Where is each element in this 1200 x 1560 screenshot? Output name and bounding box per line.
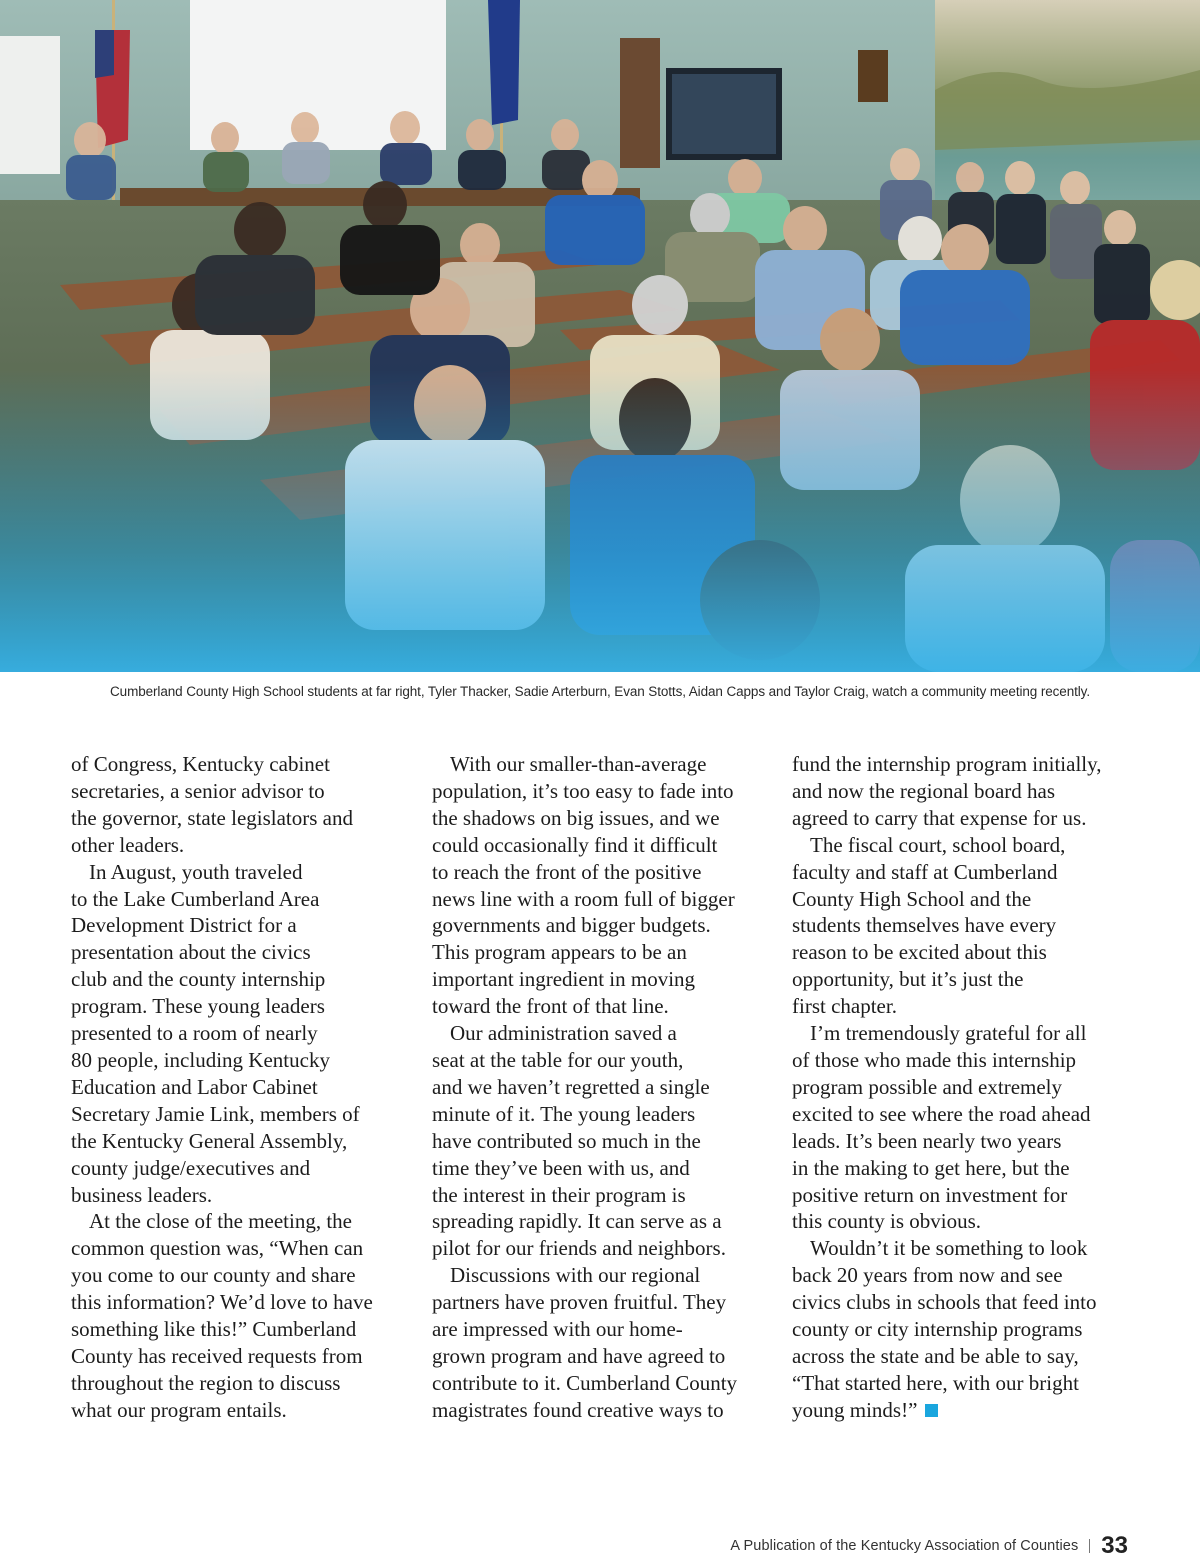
publication-name: A Publication of the Kentucky Association of Counties xyxy=(730,1538,1079,1554)
footer-divider xyxy=(1089,1539,1090,1553)
article-column-1 xyxy=(71,751,421,1424)
paragraph: Our administration saved a seat at the table for our youth, and we haven’t regretted a single minute of it. The young leaders have contributed so much in the time they’ve been with us, and the interest in their program is spreading rapidly. It can serve as a pilot for our friends and neighbors. xyxy=(432,1021,726,1261)
paragraph: At the close of the meeting, the common question was, “When can you come to our county and share this information? We’d love to have something like this!” Cumberland County has received requests from throughout the region to discuss what our program entails. xyxy=(71,1209,373,1422)
paragraph: of Congress, Kentucky cabinet secretaries, a senior advisor to the governor, state legislators and other leaders. xyxy=(71,752,353,857)
final-paragraph xyxy=(792,1235,1142,1423)
paragraph: Discussions with our regional partners have proven fruitful. They are impressed with our home- grown program and have agreed to contribute to it. Cumberland County magistrates found creative ways to xyxy=(432,1263,738,1422)
page-footer xyxy=(730,1532,1128,1560)
meeting-photo xyxy=(0,0,1200,672)
paragraph: fund the internship program initially, and now the regional board has agreed to carry that expense for us. xyxy=(792,752,1102,830)
paragraph: I’m tremendously grateful for all of those who made this internship program possible and extremely excited to see where the road ahead leads. It’s been nearly two years in the making to get here, but the positive return on investment for this county is obvious. xyxy=(792,1021,1091,1234)
paragraph-text: Wouldn’t it be something to look back 20 years from now and see civics clubs in schools that feed into county or city internship programs across the state and be able to say, “That started here, with our bright young minds!” xyxy=(792,1236,1097,1422)
end-mark-icon xyxy=(925,1404,938,1417)
photo-caption: Cumberland County High School students at far right, Tyler Thacker, Sadie Arterburn, Evan Stotts, Aidan Capps and Taylor Craig, watch a community meeting recently. xyxy=(110,684,1090,699)
meeting-photo-illustration xyxy=(0,0,1200,672)
paragraph: With our smaller-than-average population, it’s too easy to fade into the shadows on big issues, and we could occasionally find it difficult to reach the front of the positive news line with a room full of bigger governments and bigger budgets. This program appears to be an important ingredient in moving toward the front of that line. xyxy=(432,752,735,1019)
page-number: 33 xyxy=(1101,1532,1128,1559)
paragraph: In August, youth traveled to the Lake Cumberland Area Development District for a presentation about the civics club and the county internship program. These young leaders presented to a room of nearly 80 people, including Kentucky Education and Labor Cabinet Secretary Jamie Link, members of the Kentucky General Assembly, county judge/executives and business leaders. xyxy=(71,859,360,1207)
paragraph: The fiscal court, school board, faculty and staff at Cumberland County High School and the students themselves have every reason to be excited about this opportunity, but it’s just the first chapter. xyxy=(792,832,1066,1019)
article-column-2 xyxy=(432,751,782,1424)
article-column-3 xyxy=(792,751,1142,1424)
